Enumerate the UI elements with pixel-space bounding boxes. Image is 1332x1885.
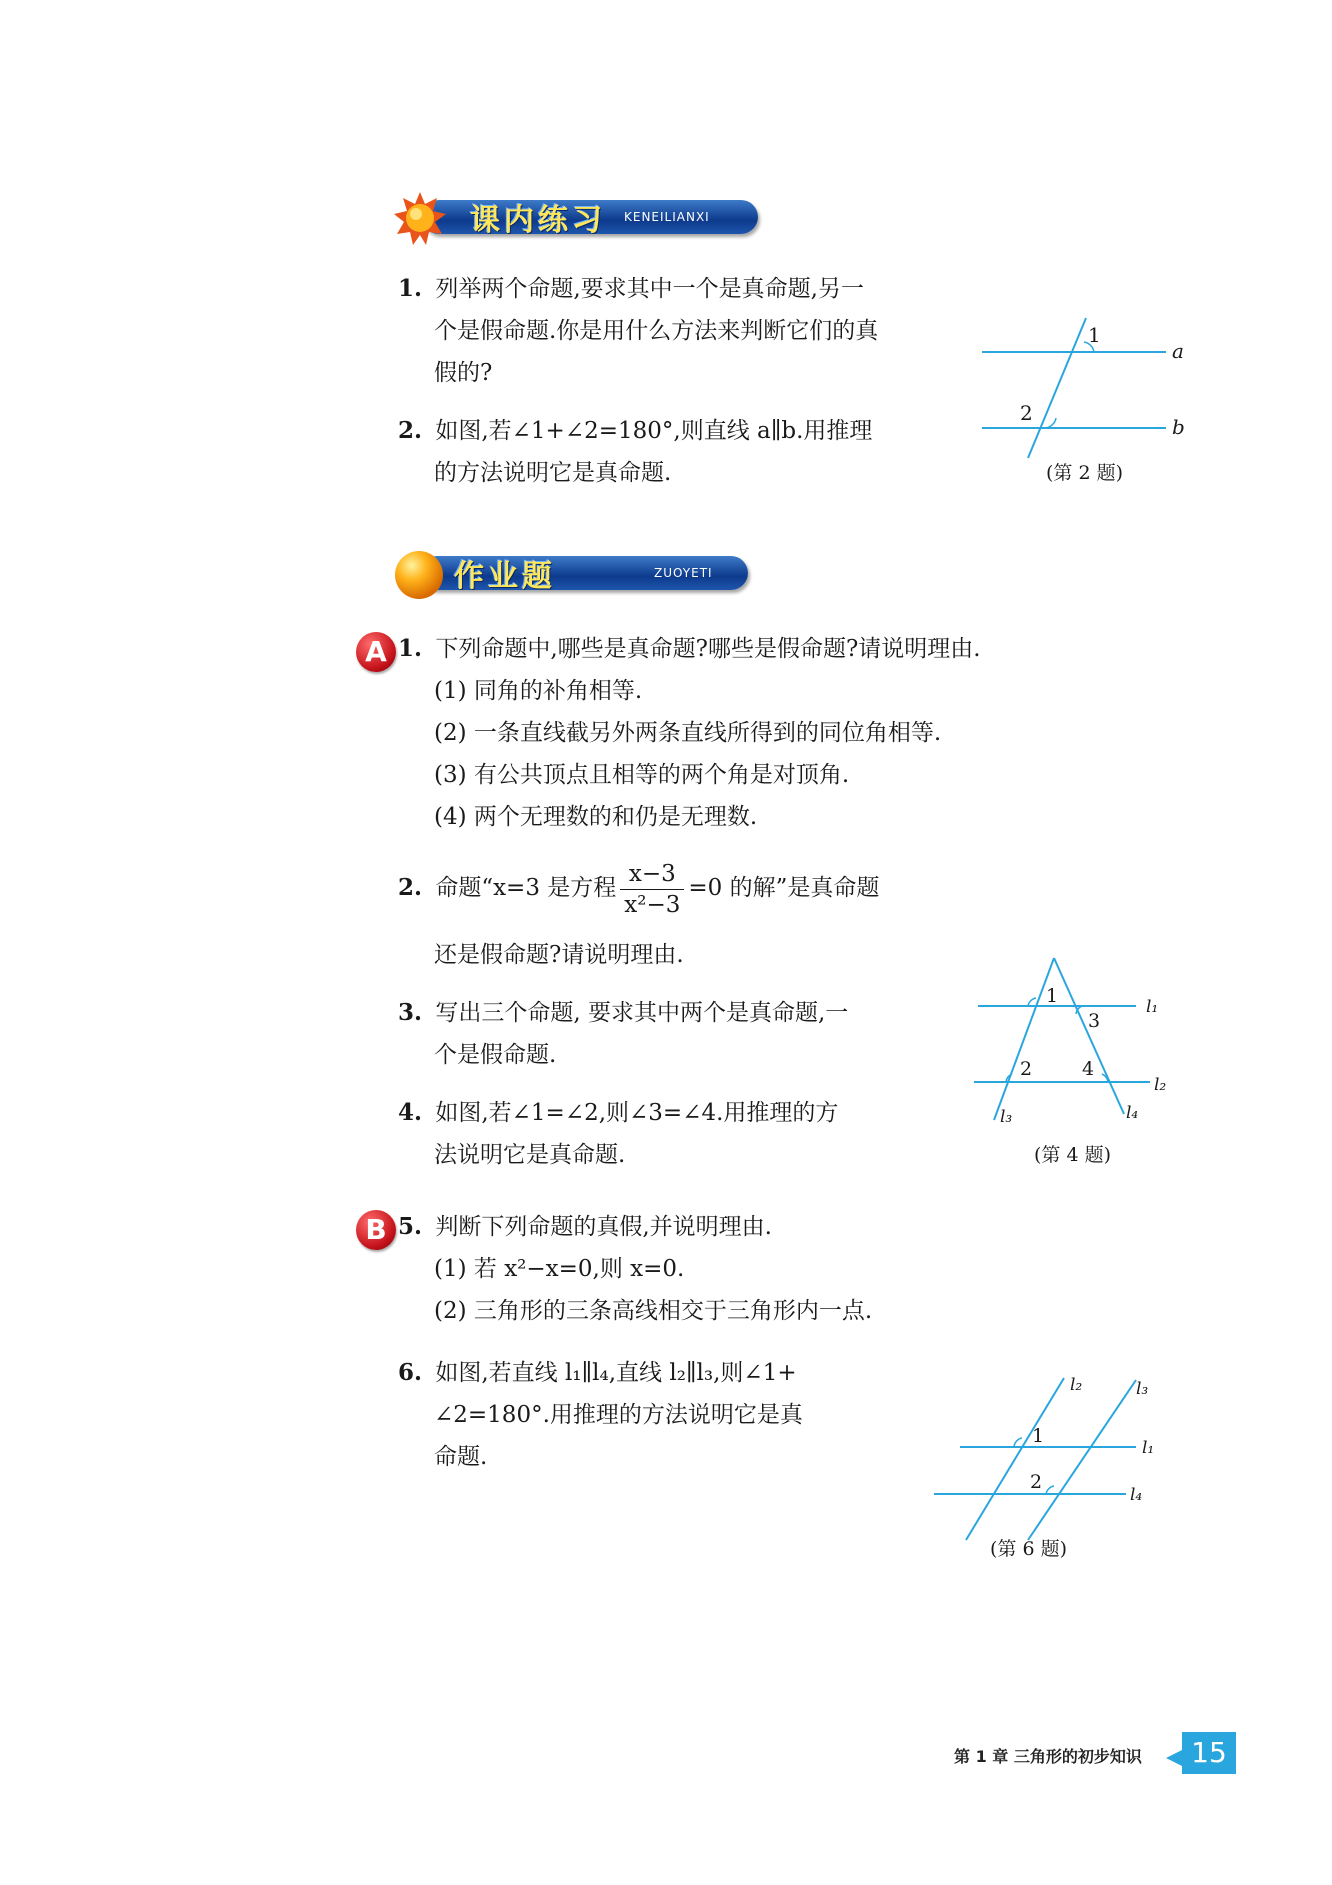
question-number: 5. <box>398 1213 423 1240</box>
badge-letter: A <box>365 635 387 668</box>
fig4-angle-1: 1 <box>1046 985 1059 1007</box>
question-number: 4. <box>398 1099 423 1126</box>
banner-title: 作业题 <box>454 559 556 594</box>
question-text-prefix: 命题“x=3 是方程 <box>435 875 617 901</box>
figure-6 <box>930 1370 1170 1545</box>
fig6-line-l4: l₄ <box>1130 1485 1143 1505</box>
figure-4 <box>970 950 1180 1130</box>
banner-subtitle: ZUOYETI <box>654 566 713 580</box>
fig2-angle-1: 1 <box>1088 323 1101 347</box>
banner-subtitle: KENEILIANXI <box>624 210 710 224</box>
question-number: 1. <box>398 635 423 662</box>
fig2-line-a: a <box>1172 339 1184 363</box>
fraction-numerator: x−3 <box>620 859 684 890</box>
homework-question-6 <box>398 1352 797 1394</box>
question-text-line: 命题. <box>434 1444 488 1470</box>
question-text: 列举两个命题,要求其中一个是真命题,另一 <box>435 276 864 302</box>
question-text-line: ∠2=180°.用推理的方法说明它是真 <box>434 1402 803 1428</box>
fig2-angle-2: 2 <box>1020 401 1033 425</box>
sub-item: (1) 同角的补角相等. <box>434 678 643 704</box>
fig2-line-b: b <box>1172 415 1185 439</box>
section-banner-homework <box>392 546 752 602</box>
homework-question-5 <box>398 1206 772 1248</box>
level-b-badge <box>356 1210 396 1250</box>
question-text: 判断下列命题的真假,并说明理由. <box>435 1214 772 1240</box>
section-banner-practice <box>392 190 762 246</box>
homework-question-1 <box>398 628 981 670</box>
practice-question-2 <box>398 410 872 452</box>
fig4-line-l4: l₄ <box>1126 1103 1139 1123</box>
orb-icon <box>392 548 446 602</box>
figure-4-caption: (第 4 题) <box>1034 1144 1111 1166</box>
chapter-footer: 第 1 章 三角形的初步知识 <box>954 1747 1142 1766</box>
fig4-angle-2: 2 <box>1020 1058 1033 1080</box>
sun-icon <box>392 190 448 246</box>
question-text-line: 个是假命题. <box>434 1042 557 1068</box>
sub-item: (2) 一条直线截另外两条直线所得到的同位角相等. <box>434 720 942 746</box>
fig6-line-l3: l₃ <box>1136 1379 1149 1399</box>
question-text: 写出三个命题, 要求其中两个是真命题,一 <box>435 1000 849 1026</box>
question-text-line: 个是假命题.你是用什么方法来判断它们的真 <box>434 318 879 344</box>
homework-question-4 <box>398 1092 838 1134</box>
sub-item: (3) 有公共顶点且相等的两个角是对顶角. <box>434 762 850 788</box>
fig6-angle-2: 2 <box>1030 1471 1043 1493</box>
question-text: 如图,若∠1=∠2,则∠3=∠4.用推理的方 <box>435 1100 839 1126</box>
figure-2-caption: (第 2 题) <box>1046 462 1123 484</box>
question-number: 3. <box>398 999 423 1026</box>
page-tab-arrow-icon <box>1166 1750 1182 1766</box>
page-number: 15 <box>1182 1732 1236 1774</box>
question-text: 如图,若∠1+∠2=180°,则直线 a∥b.用推理 <box>435 418 873 444</box>
question-number: 2. <box>398 874 423 901</box>
question-number: 2. <box>398 417 423 444</box>
question-text-line: 还是假命题?请说明理由. <box>434 942 684 968</box>
fig4-line-l1: l₁ <box>1146 997 1159 1017</box>
sub-item: (4) 两个无理数的和仍是无理数. <box>434 804 758 830</box>
fig6-line-l2: l₂ <box>1070 1375 1083 1395</box>
badge-letter: B <box>365 1213 387 1246</box>
question-number: 1. <box>398 275 423 302</box>
homework-question-2 <box>398 858 879 920</box>
sub-item: (2) 三角形的三条高线相交于三角形内一点. <box>434 1298 873 1324</box>
homework-question-3 <box>398 992 848 1034</box>
fig4-angle-3: 3 <box>1088 1010 1101 1032</box>
fig6-angle-1: 1 <box>1032 1425 1045 1447</box>
fig4-line-l2: l₂ <box>1154 1075 1167 1095</box>
fig6-line-l1: l₁ <box>1142 1438 1155 1458</box>
question-text: 如图,若直线 l₁∥l₄,直线 l₂∥l₃,则∠1+ <box>435 1360 797 1386</box>
level-a-badge <box>356 632 396 672</box>
question-number: 6. <box>398 1359 423 1386</box>
question-text-line: 的方法说明它是真命题. <box>434 460 672 486</box>
fig4-angle-4: 4 <box>1082 1058 1095 1080</box>
question-text: 下列命题中,哪些是真命题?哪些是假命题?请说明理由. <box>435 636 981 662</box>
question-text-suffix: =0 的解”是真命题 <box>688 875 880 901</box>
banner-title: 课内练习 <box>470 203 606 238</box>
fig4-line-l3: l₃ <box>1000 1107 1013 1127</box>
fraction-denominator: x²−3 <box>624 891 681 918</box>
sub-item: (1) 若 x²−x=0,则 x=0. <box>434 1256 685 1282</box>
question-text-line: 法说明它是真命题. <box>434 1142 626 1168</box>
practice-question-1 <box>398 268 864 310</box>
figure-6-caption: (第 6 题) <box>990 1538 1067 1560</box>
question-text-line: 假的? <box>434 360 493 386</box>
fraction <box>620 859 684 920</box>
figure-2 <box>976 310 1196 480</box>
